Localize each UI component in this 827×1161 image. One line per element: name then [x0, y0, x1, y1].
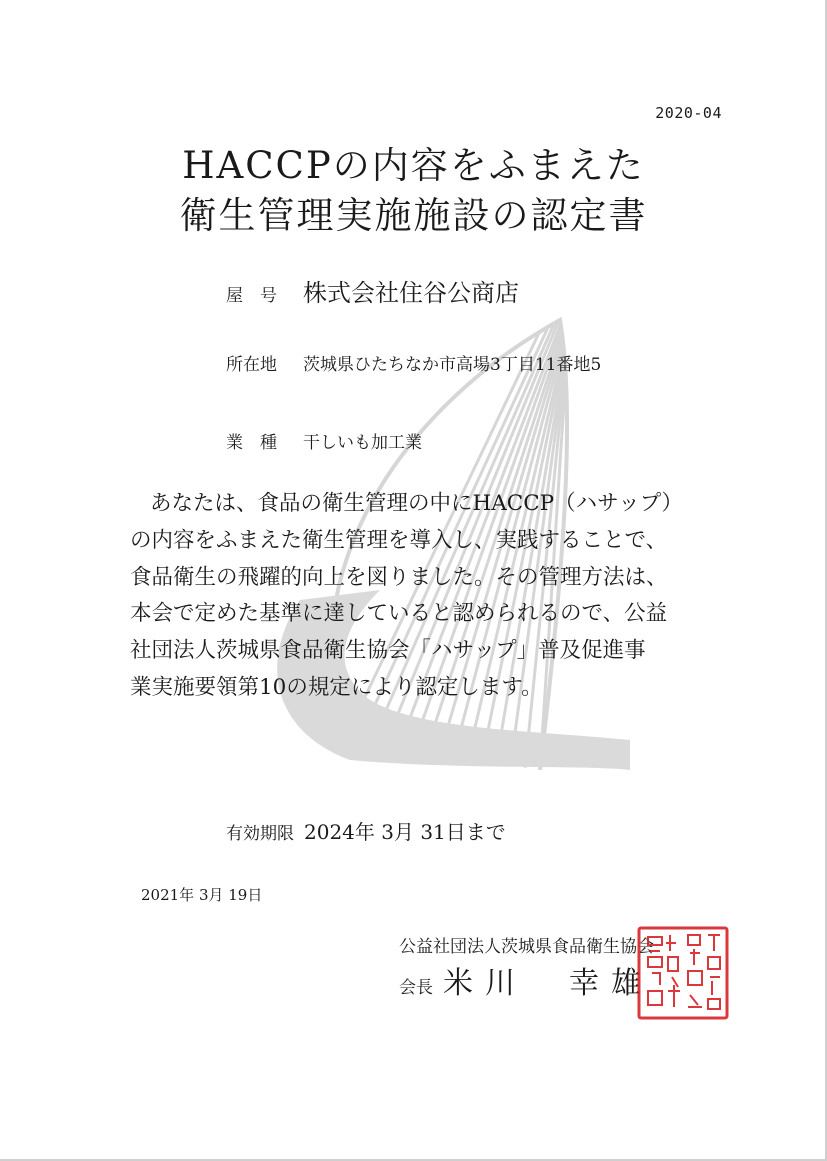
location-label: 所在地 [226, 355, 277, 375]
page-title-line-2: 衛生管理実施施設の認定書 [179, 194, 648, 237]
location-value: 茨城県ひたちなか市高場3丁目11番地5 [303, 355, 602, 375]
body-line: 社団法人茨城県食品衛生協会「ハサップ」普及促進事 [130, 638, 646, 664]
body-line: あなたは、食品の衛生管理の中にHACCP（ハサップ） [150, 491, 683, 516]
industry-value: 干しいも加工業 [303, 433, 422, 453]
issuer-signature [399, 958, 653, 1002]
validity-value: 2024年 3月 31日まで [304, 820, 506, 844]
trade-name-value: 株式会社住谷公商店 [303, 279, 519, 307]
body-line: の内容をふまえた衛生管理を導入し、実践することで、 [130, 527, 668, 553]
body-line: 業実施要領第10の規定により認定します。 [130, 674, 543, 700]
issuer-name: 米川 幸雄 [443, 966, 653, 1001]
page-title-line-1: HACCPの内容をふまえた [182, 144, 645, 187]
document-number: 2020-04 [655, 104, 722, 122]
issuer-organization: 公益社団法人茨城県食品衛生協会 [399, 937, 654, 957]
body-line: 本会で定めた基準に達していると認められるので、公益 [130, 601, 668, 627]
industry-label: 業 種 [226, 433, 277, 453]
issuer-role: 会長 [399, 978, 433, 998]
trade-name-label: 屋 号 [226, 286, 277, 306]
validity-label: 有効期限 [226, 824, 294, 844]
validity-period [226, 816, 506, 845]
official-seal-icon [636, 925, 730, 1021]
issue-date: 2021年 3月 19日 [141, 886, 263, 904]
certification-body-text [130, 486, 730, 707]
body-line: 食品衛生の飛躍的向上を図りました。その管理方法は、 [130, 564, 668, 590]
